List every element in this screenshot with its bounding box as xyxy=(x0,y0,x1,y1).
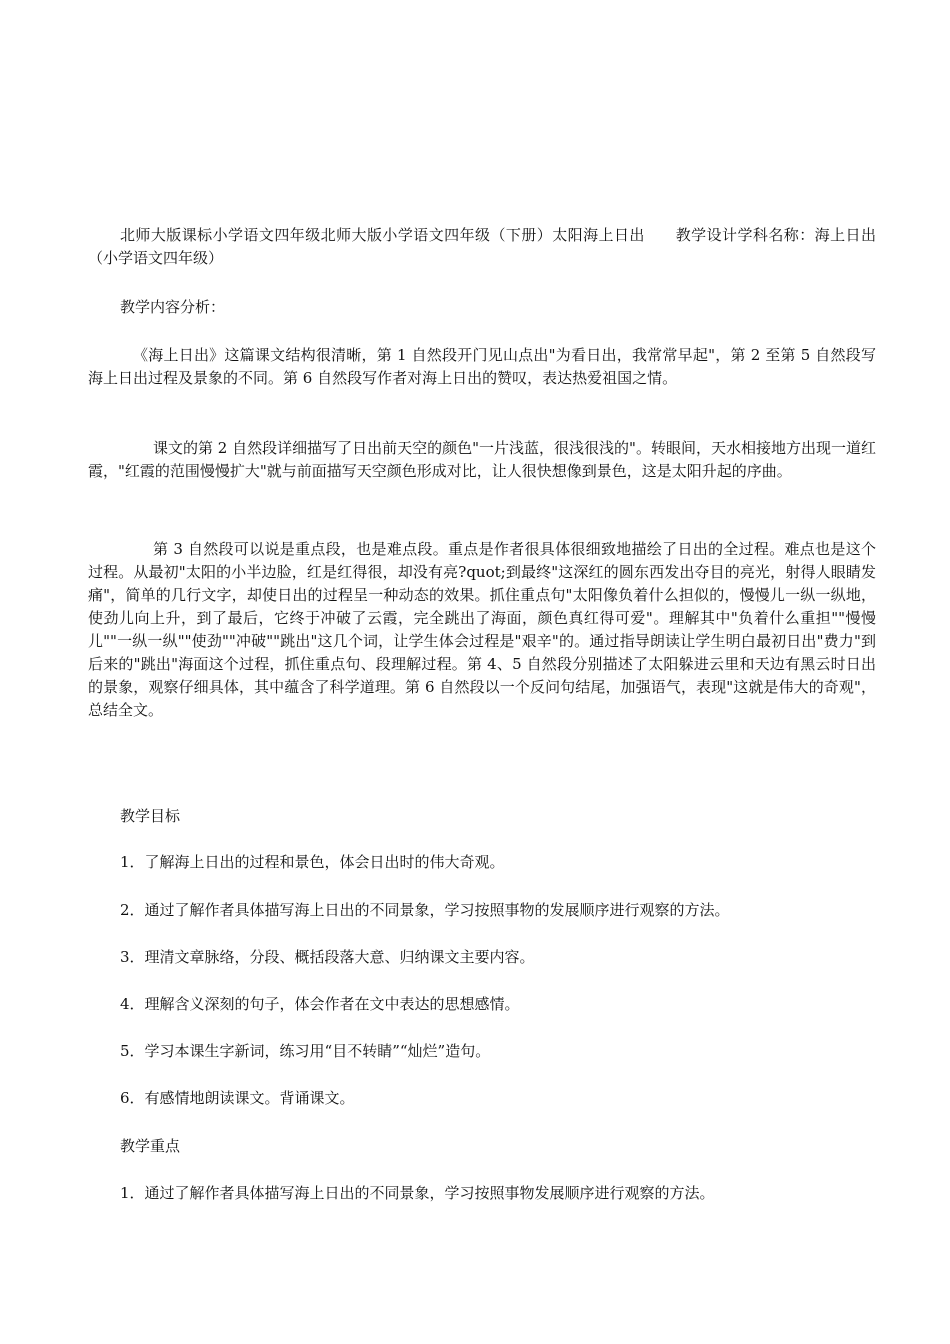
analysis-paragraph-2: 课文的第 2 自然段详细描写了日出前天空的颜色"一片浅蓝，很浅很浅的"。转眼间，天水相接地方出现一道红霞，"红霞的范围慢慢扩大"就与前面描写天空颜色形成对比，让人很快想像到景色，这是太阳升起的序曲。 xyxy=(88,439,876,480)
key-point-item: 1．通过了解作者具体描写海上日出的不同景象，学习按照事物发展顺序进行观察的方法。 xyxy=(120,1184,715,1202)
goal-item: 2．通过了解作者具体描写海上日出的不同景象，学习按照事物的发展顺序进行观察的方法。 xyxy=(120,901,730,919)
goal-item: 3．理清文章脉络，分段、概括段落大意、归纳课文主要内容。 xyxy=(120,948,535,966)
analysis-paragraph-1: 《海上日出》这篇课文结构很清晰，第 1 自然段开门见山点出"为看日出，我常常早起"，第 2 至第 5 自然段写海上日出过程及景象的不同。第 6 自然段写作者对海上日出的赞叹，表达热爱祖国之情。 xyxy=(88,346,876,387)
goals-heading: 教学目标 xyxy=(120,807,181,825)
analysis-paragraph-3: 第 3 自然段可以说是重点段，也是难点段。重点是作者很具体很细致地描绘了日出的全过程。难点也是这个过程。从最初"太阳的小半边脸，红是红得很，却没有亮?quot;到最终"这深红的圆东西发出夺目的亮光，射得人眼睛发痛"，简单的几行文字，却使日出的过程呈一种动态的效果。抓住重点句"太阳像负着什么担似的，慢慢儿一纵一纵地，使劲儿向上升，到了最后，它终于冲破了云霞，完全跳出了海面，颜色真红得可爱"。理解其中"负着什么重担""慢慢儿""一纵一纵""使劲""冲破""跳出"这几个词，让学生体会过程是"艰辛"的。通过指导朗读让学生明白最初日出"费力"到后来的"跳出"海面这个过程，抓住重点句、段理解过程。第 4、5 自然段分别描述了太阳躲进云里和天边有黑云时日出的景象，观察仔细具体，其中蕴含了科学道理。第 6 自然段以一个反问句结尾，加强语气，表现"这就是伟大的奇观"，总结全文。 xyxy=(88,540,876,719)
content-analysis-heading: 教学内容分析： xyxy=(120,298,226,316)
goal-item: 6．有感情地朗读课文。背诵课文。 xyxy=(120,1089,355,1107)
intro-paragraph: 北师大版课标小学语文四年级北师大版小学语文四年级（下册）太阳海上日出 教学设计学科名称：海上日出（小学语文四年级） xyxy=(88,226,876,267)
key-points-heading: 教学重点 xyxy=(120,1137,181,1155)
goal-item: 1．了解海上日出的过程和景色，体会日出时的伟大奇观。 xyxy=(120,853,505,871)
goal-item: 5．学习本课生字新词，练习用“目不转睛”“灿烂”造句。 xyxy=(120,1042,491,1060)
goal-item: 4．理解含义深刻的句子，体会作者在文中表达的思想感情。 xyxy=(120,995,520,1013)
